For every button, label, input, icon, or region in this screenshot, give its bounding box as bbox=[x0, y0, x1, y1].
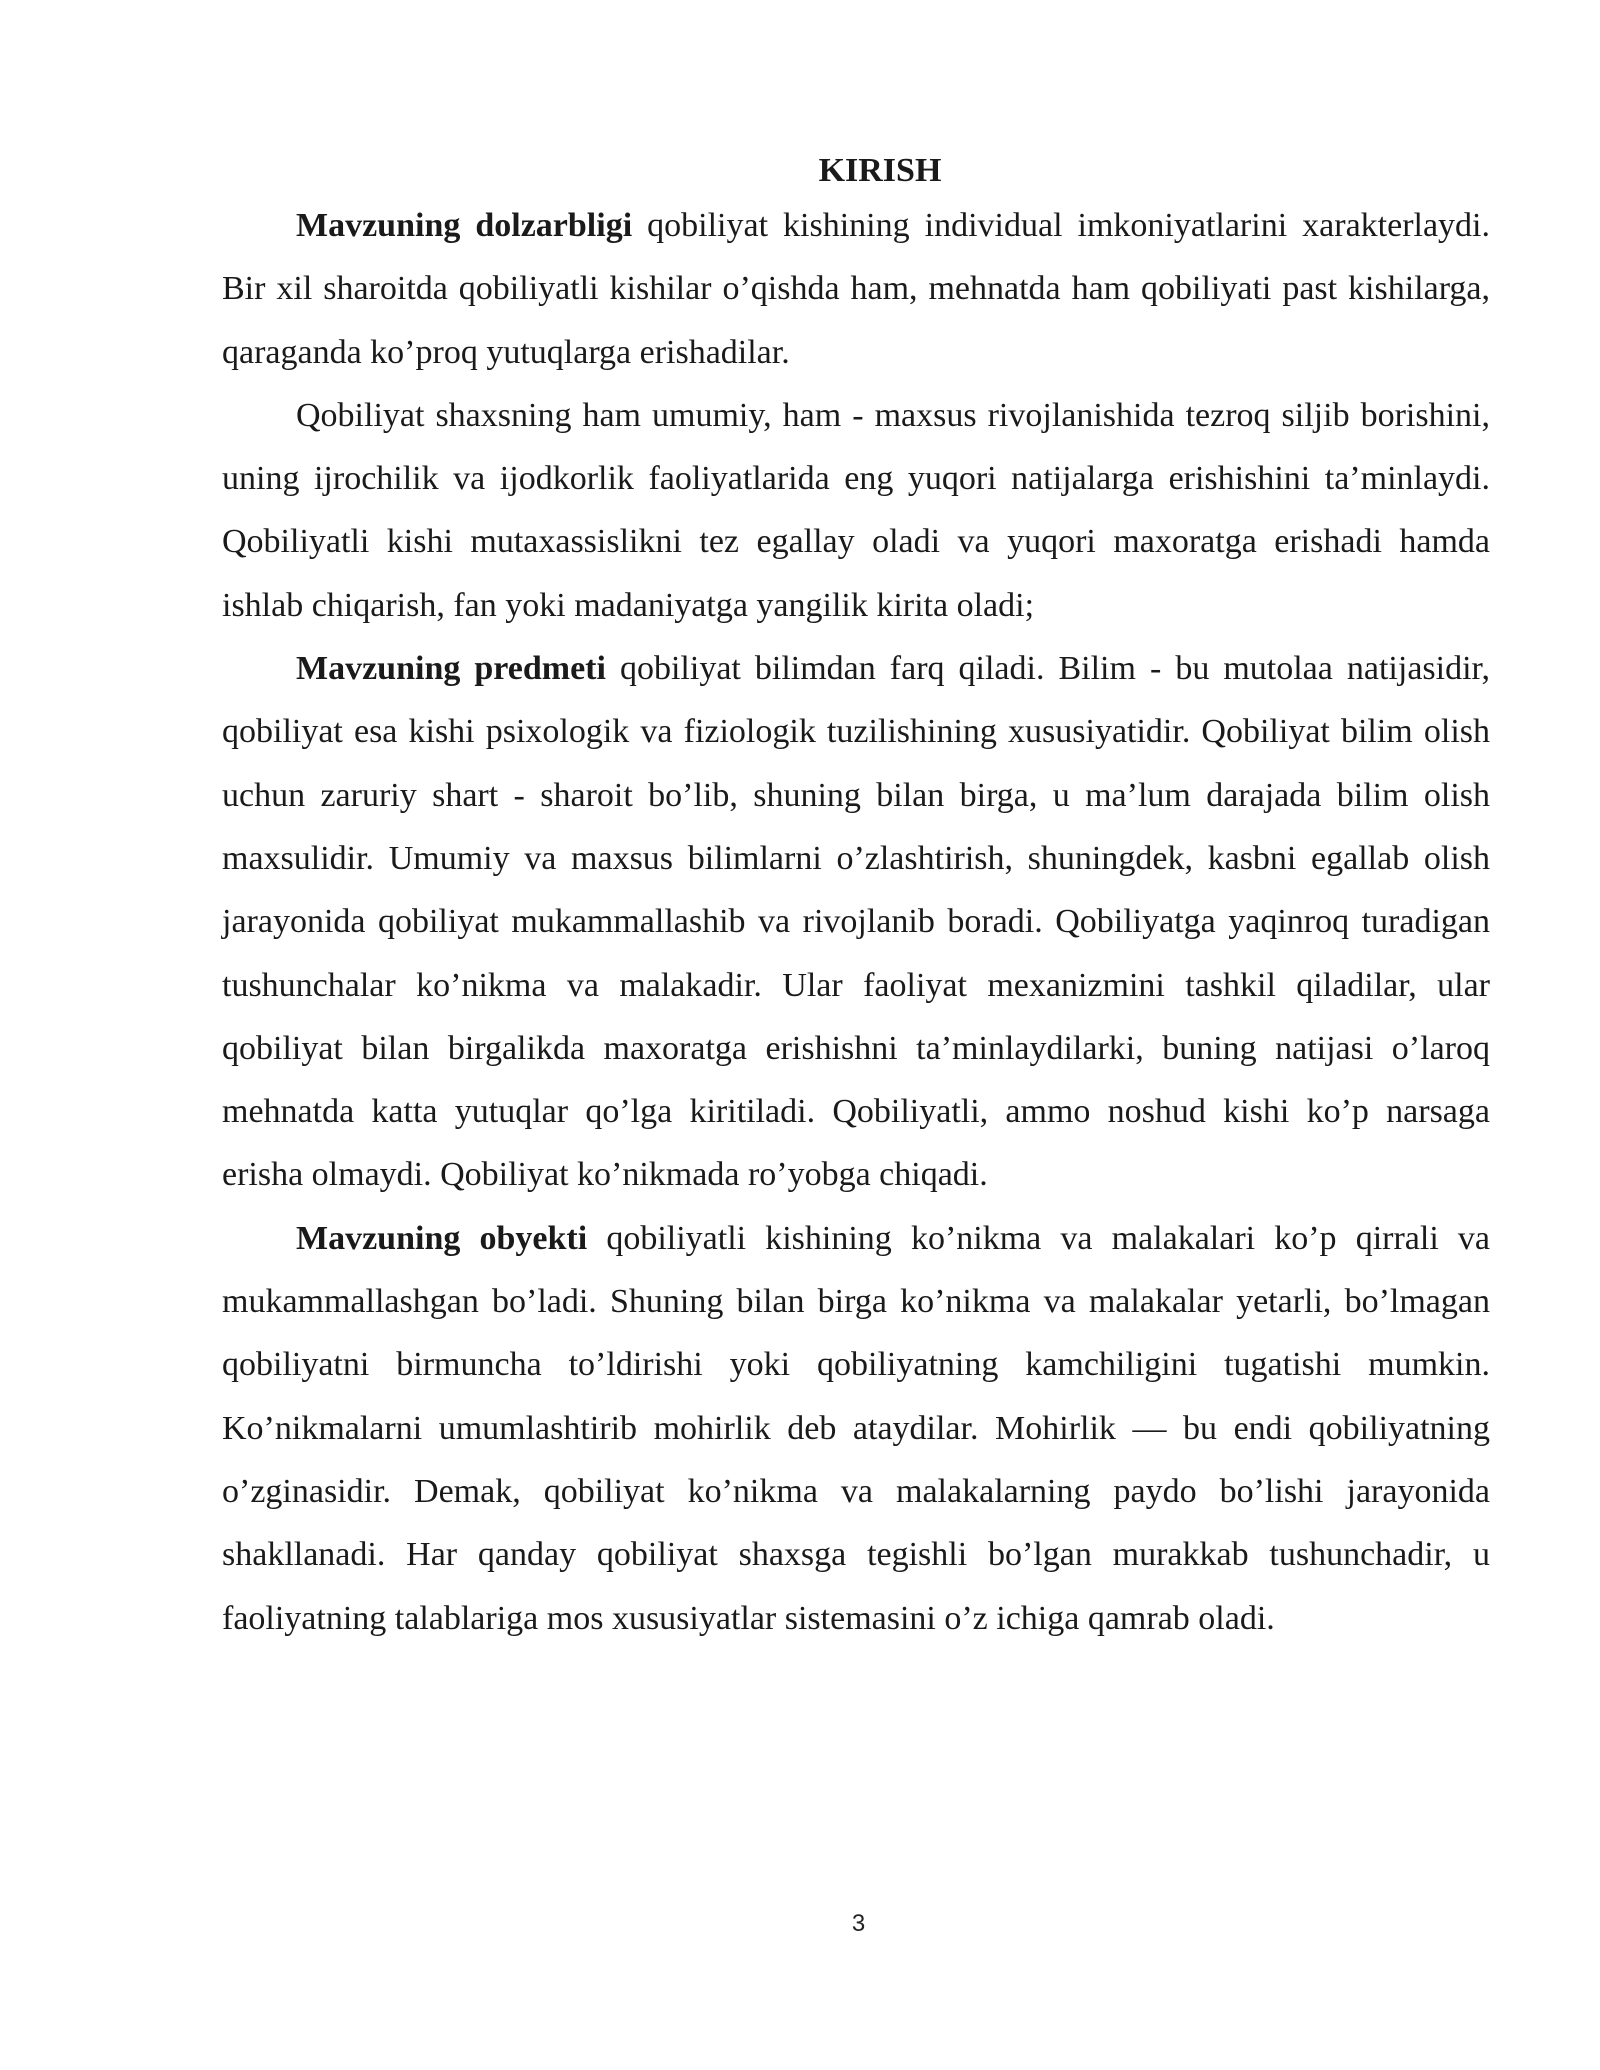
paragraph-obyekti bbox=[222, 1207, 1490, 1650]
paragraph-text: qobiliyatli kishining ko’nikma va malakalari ko’p qirrali va mukammallashgan bo’ladi. Shuning bilan birga ko’nikma va malakalar yetarli, bo’lmagan qobiliyatni birmuncha to’ldirishi yoki qobiliyatning kamchiligini tugatishi mumkin. Ko’nikmalarni umumlashtirib mohirlik deb ataydilar. Mohirlik — bu endi qobiliyatning o’zginasidir. Demak, qobiliyat ko’nikma va malakalarning paydo bo’lishi jarayonida shakllanadi. Har qanday qobiliyat shaxsga tegishli bo’lgan murakkab tushunchadir, u faoliyatning talablariga mos xususiyatlar sistemasini o’z ichiga qamrab oladi. bbox=[222, 1219, 1490, 1637]
paragraph-lead: Mavzuning obyekti bbox=[296, 1219, 588, 1257]
paragraph-text: Qobiliyat shaxsning ham umumiy, ham - maxsus rivojlanishida tezroq siljib borishini, uning ijrochilik va ijodkorlik faoliyatlarida eng yuqori natijalarga erishishini ta’minlaydi. Qobiliyatli kishi mutaxassislikni tez egallay oladi va yuqori maxoratga erishadi hamda ishlab chiqarish, fan yoki madaniyatga yangilik kirita oladi; bbox=[222, 396, 1490, 624]
document-body bbox=[222, 148, 1490, 1650]
paragraph-text: qobiliyat kishining individual imkoniyatlarini xarakterlaydi. Bir xil sharoitda qobiliyatli kishilar o’qishda ham, mehnatda ham qobiliyati past kishilarga, qaraganda ko’proq yutuqlarga erishadilar. bbox=[222, 207, 1491, 371]
page-number: 3 bbox=[851, 1910, 866, 1937]
paragraph-lead: Mavzuning dolzarbligi bbox=[296, 207, 633, 244]
document-heading: KIRISH bbox=[818, 152, 942, 189]
paragraph-predmeti bbox=[222, 637, 1490, 1207]
paragraph-qobiliyat bbox=[222, 384, 1490, 637]
paragraph-text: qobiliyat bilimdan farq qiladi. Bilim - bu mutolaa natijasidir, qobiliyat esa kishi psixologik va fiziologik tuzilishining xususiyatidir. Qobiliyat bilim olish uchun zaruriy shart - sharoit bo’lib, shuning bilan birga, u ma’lum darajada bilim olish maxsulidir. Umumiy va maxsus bilimlarni o’zlashtirish, shuningdek, kasbni egallab olish jarayonida qobiliyat mukammallashib va rivojlanib boradi. Qobiliyatga yaqinroq turadigan tushunchalar ko’nikma va malakadir. Ular faoliyat mexanizmini tashkil qiladilar, ular qobiliyat bilan birgalikda maxoratga erishishni ta’minlaydilarki, buning natijasi o’laroq mehnatda katta yutuqlar qo’lga kiritiladi. Qobiliyatli, ammo noshud kishi ko’p narsaga erisha olmaydi. Qobiliyat ko’nikmada ro’yobga chiqadi. bbox=[222, 650, 1490, 1194]
paragraph-lead: Mavzuning predmeti bbox=[296, 650, 606, 688]
paragraph-dolzarbligi bbox=[222, 194, 1490, 384]
